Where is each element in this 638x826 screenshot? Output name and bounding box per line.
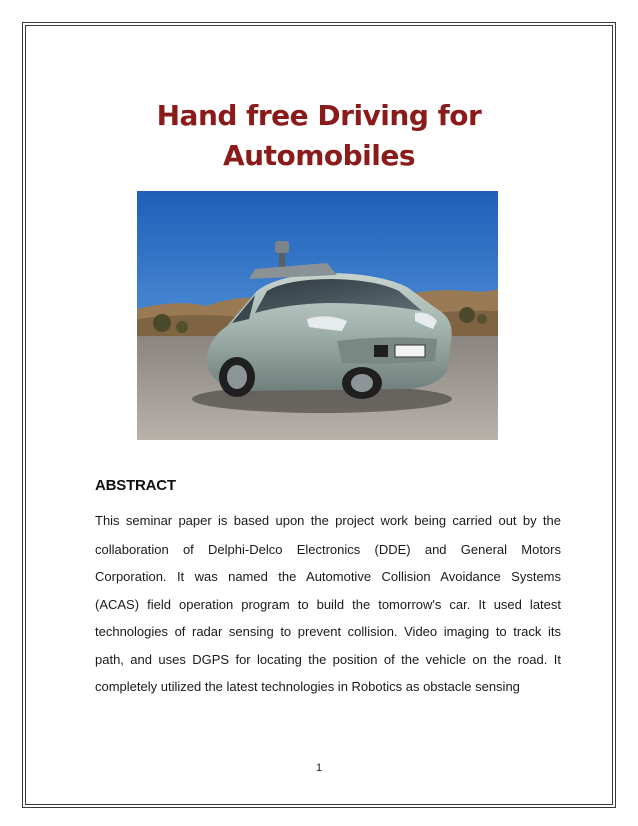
car-photo	[137, 191, 498, 440]
abstract-line: completely utilized the latest technologies in Robotics as obstacle sensing	[95, 679, 520, 694]
abstract-line: This seminar paper is based upon the project work being carried out by the	[95, 513, 561, 528]
lidar-sensor	[275, 241, 289, 253]
abstract-line: collaboration of Delphi-Delco Electronics (DDE) and General Motors	[95, 542, 561, 557]
abstract-line: (ACAS) field operation program to build the tomorrow's car. It used latest	[95, 597, 561, 612]
page-number: 1	[315, 762, 323, 774]
abstract-line: path, and uses DGPS for locating the position of the vehicle on the road. It	[95, 652, 561, 667]
license-plate	[395, 345, 425, 357]
abstract-heading: ABSTRACT	[95, 477, 176, 494]
abstract-line: technologies of radar sensing to prevent collision. Video imaging to track its	[95, 624, 561, 639]
title-line-2: Automobiles	[222, 139, 416, 172]
title-line-1: Hand free Driving for	[156, 99, 482, 132]
abstract-line: Corporation. It was named the Automotive Collision Avoidance Systems	[95, 569, 561, 584]
